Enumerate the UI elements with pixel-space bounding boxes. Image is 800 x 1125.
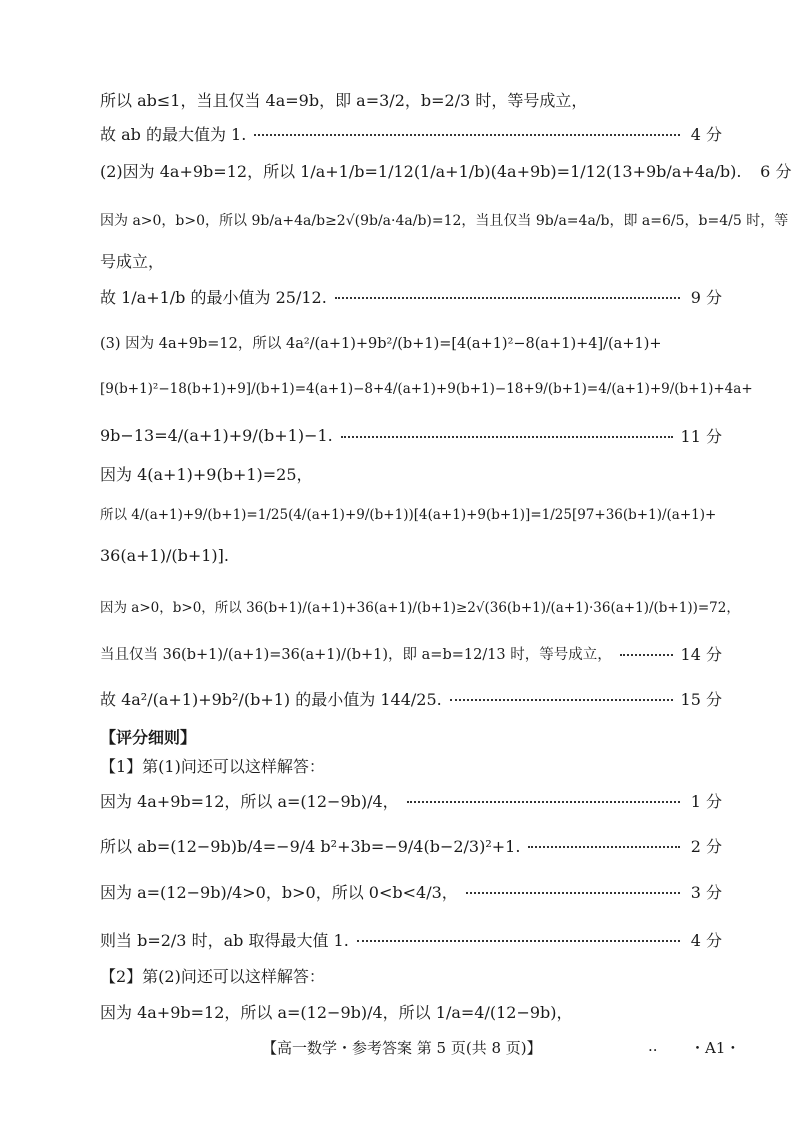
dot-leader xyxy=(335,297,680,299)
dot-leader xyxy=(620,654,673,656)
line-17 xyxy=(100,752,722,778)
line-3 xyxy=(100,153,792,187)
footer-code: ・A1・ xyxy=(690,1039,741,1057)
page-footer xyxy=(0,1037,800,1063)
dot-leader xyxy=(254,134,680,136)
line-19 xyxy=(100,828,722,862)
score-label: 4 分 xyxy=(690,124,722,144)
line-23-text: 因为 4a+9b=12，所以 a=(12−9b)/4，所以 1/a=4/(12−9b)， xyxy=(100,1002,573,1022)
line-21-text: 则当 b=2/3 时，ab 取得最大值 1. xyxy=(100,930,349,950)
line-7 xyxy=(100,325,722,359)
line-9-text: 9b−13=4/(a+1)+9/(b+1)−1. xyxy=(100,425,333,445)
score-label: 1 分 xyxy=(690,791,722,811)
line-10 xyxy=(100,460,722,486)
score-label: 4 分 xyxy=(690,930,722,950)
line-17-text: 【1】第(1)问还可以这样解答： xyxy=(100,756,325,776)
line-20 xyxy=(100,874,722,908)
line-19-text: 所以 ab=(12−9b)b/4=−9/4 b²+3b=−9/4(b−2/3)²+1. xyxy=(100,836,521,856)
line-13-text: 因为 a>0，b>0，所以 36(b+1)/(a+1)+36(a+1)/(b+1)≥2√(36(b+1)/(a+1)·36(a+1)/(b+1))=72， xyxy=(100,600,740,616)
dot-leader xyxy=(357,940,680,942)
dot-leader xyxy=(466,892,680,894)
line-6 xyxy=(100,280,722,312)
line-9 xyxy=(100,418,722,452)
dot-leader xyxy=(450,699,673,701)
line-22-text: 【2】第(2)问还可以这样解答： xyxy=(100,966,325,986)
line-1-text: 所以 ab≤1，当且仅当 4a=9b，即 a=3/2，b=2/3 时，等号成立， xyxy=(100,90,588,110)
line-20-text: 因为 a=(12−9b)/4>0，b>0，所以 0<b<4/3， xyxy=(100,882,458,902)
line-18 xyxy=(100,784,722,816)
line-8 xyxy=(100,372,753,406)
line-11 xyxy=(100,495,722,531)
line-7-text: (3) 因为 4a+9b=12，所以 4a²/(a+1)+9b²/(b+1)=[4(a+1)²−8(a+1)+4]/(a+1)+ xyxy=(100,335,662,352)
line-18-text: 因为 4a+9b=12，所以 a=(12−9b)/4， xyxy=(100,791,399,811)
line-4 xyxy=(100,200,789,240)
line-14 xyxy=(100,636,722,670)
line-22 xyxy=(100,962,722,988)
score-label: 14 分 xyxy=(680,644,722,664)
line-16 xyxy=(100,723,722,749)
line-2-text: 故 ab 的最大值为 1. xyxy=(100,124,247,144)
section-heading: 【评分细则】 xyxy=(100,727,197,747)
dot-leader xyxy=(341,436,673,438)
score-label: 2 分 xyxy=(690,836,722,856)
score-label: 9 分 xyxy=(690,287,722,307)
line-1 xyxy=(100,84,722,114)
footer-dots: .. xyxy=(648,1037,658,1055)
line-12 xyxy=(100,538,722,572)
score-label: 3 分 xyxy=(690,882,722,902)
line-11-text: 所以 4/(a+1)+9/(b+1)=1/25(4/(a+1)+9/(b+1))[4(a+1)+9(b+1)]=1/25[97+36(b+1)/(a+1)+ xyxy=(100,507,717,523)
dot-leader xyxy=(528,846,680,848)
dot-leader xyxy=(407,801,680,803)
line-6-text: 故 1/a+1/b 的最小值为 25/12. xyxy=(100,287,327,307)
line-13 xyxy=(100,588,740,624)
line-4-text: 因为 a>0，b>0，所以 9b/a+4a/b≥2√(9b/a·4a/b)=12，当且仅当 9b/a=4a/b，即 a=6/5，b=4/5 时，等 xyxy=(100,213,789,229)
line-10-text: 因为 4(a+1)+9(b+1)=25， xyxy=(100,464,313,484)
line-3-text: (2)因为 4a+9b=12，所以 1/a+1/b=1/12(1/a+1/b)(4a+9b)=1/12(13+9b/a+4a/b). xyxy=(100,161,742,181)
line-5 xyxy=(100,247,722,273)
score-label: 6 分 xyxy=(760,161,792,181)
line-23 xyxy=(100,995,722,1027)
line-5-text: 号成立， xyxy=(100,251,165,271)
line-15-text: 故 4a²/(a+1)+9b²/(b+1) 的最小值为 144/25. xyxy=(100,689,442,709)
line-15 xyxy=(100,681,722,715)
footer-title: 【高一数学・参考答案 第 5 页(共 8 页)】 xyxy=(262,1039,542,1057)
line-8-text: [9(b+1)²−18(b+1)+9]/(b+1)=4(a+1)−8+4/(a+1)+9(b+1)−18+9/(b+1)=4/(a+1)+9/(b+1)+4a+ xyxy=(100,381,753,397)
score-label: 11 分 xyxy=(680,426,722,446)
line-12-text: 36(a+1)/(b+1)]. xyxy=(100,545,229,565)
score-label: 15 分 xyxy=(680,689,722,709)
line-2 xyxy=(100,120,722,146)
line-21 xyxy=(100,922,722,956)
line-14-text: 当且仅当 36(b+1)/(a+1)=36(a+1)/(b+1)，即 a=b=12/13 时，等号成立， xyxy=(100,646,612,663)
